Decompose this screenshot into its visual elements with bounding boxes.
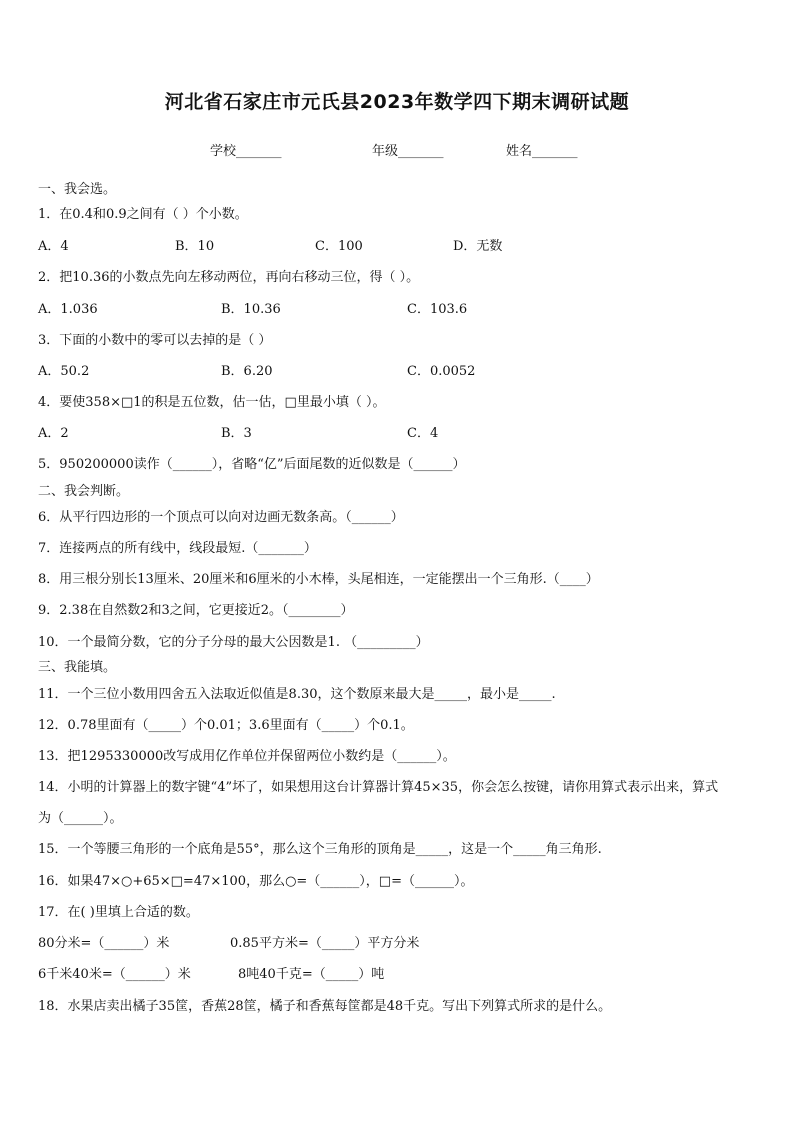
option-a: A．2	[38, 426, 69, 441]
question-2: 2．把10.36的小数点先向左移动两位，再向右移动三位，得（ ）。	[38, 270, 420, 285]
question-8: 8．用三根分别长13厘米、20厘米和6厘米的小木棒，头尾相连，一定能摆出一个三角形.（____）	[38, 572, 599, 587]
question-2-options	[38, 299, 768, 321]
question-9: 9．2.38在自然数2和3之间，它更接近2。（________）	[38, 603, 354, 618]
question-4-options	[38, 423, 768, 445]
school-field: 学校_______	[210, 144, 282, 159]
question-3-options	[38, 361, 768, 383]
option-c: C．4	[407, 426, 439, 441]
question-3: 3．下面的小数中的零可以去掉的是（ ）	[38, 333, 272, 348]
question-17-row-2	[38, 964, 768, 986]
option-c: C．103.6	[407, 302, 468, 317]
option-b: B．10.36	[221, 302, 281, 317]
conversion-item: 0.85平方米=（_____）平方分米	[230, 936, 420, 951]
option-c: C．0.0052	[407, 364, 476, 379]
question-13: 13．把1295330000改写成用亿作单位并保留两位小数约是（______）。	[38, 749, 456, 764]
option-a: A．1.036	[38, 302, 98, 317]
option-a: A．50.2	[38, 364, 90, 379]
question-18: 18．水果店卖出橘子35筐，香蕉28筐，橘子和香蕉每筐都是48千克。写出下列算式所求的是什么。	[38, 999, 612, 1014]
conversion-item: 8吨40千克=（_____）吨	[238, 967, 385, 982]
question-7: 7．连接两点的所有线中，线段最短.（_______）	[38, 541, 317, 556]
question-14-line-1: 14．小明的计算器上的数字键“4”坏了，如果想用这台计算器计算45×35，你会怎么按键，请你用算式表示出来，算式	[38, 780, 719, 795]
grade-field: 年级_______	[372, 144, 444, 159]
question-10: 10．一个最简分数，它的分子分母的最大公因数是1. （_________）	[38, 635, 429, 650]
option-d: D．无数	[453, 239, 503, 254]
question-14-line-2: 为（______）。	[38, 811, 123, 826]
section-heading-fill: 三、我能填。	[38, 660, 117, 675]
question-1: 1．在0.4和0.9之间有（ ）个小数。	[38, 207, 248, 222]
section-heading-judge: 二、我会判断。	[38, 484, 130, 499]
option-a: A．4	[38, 239, 69, 254]
question-17: 17．在( )里填上合适的数。	[38, 905, 199, 920]
conversion-item: 80分米=（______）米	[38, 936, 170, 951]
section-heading-choice: 一、我会选。	[38, 182, 117, 197]
option-b: B．10	[175, 239, 215, 254]
question-11: 11．一个三位小数用四舍五入法取近似值是8.30，这个数原来最大是_____，最小是_____.	[38, 687, 556, 702]
question-1-options	[38, 236, 768, 258]
option-c: C．100	[315, 239, 363, 254]
student-info-row	[0, 140, 794, 160]
question-5: 5．950200000读作（______），省略“亿”后面尾数的近似数是（______）	[38, 457, 466, 472]
question-6: 6．从平行四边形的一个顶点可以向对边画无数条高。（______）	[38, 510, 404, 525]
option-b: B．6.20	[221, 364, 273, 379]
question-12: 12．0.78里面有（_____）个0.01；3.6里面有（_____）个0.1。	[38, 718, 414, 733]
exam-title: 河北省石家庄市元氏县2023年数学四下期末调研试题	[164, 91, 630, 113]
name-field: 姓名_______	[506, 144, 578, 159]
question-17-row-1	[38, 933, 768, 955]
question-4: 4．要使358×□1的积是五位数，估一估，□里最小填（ ）。	[38, 395, 386, 410]
conversion-item: 6千米40米=（______）米	[38, 967, 191, 982]
question-15: 15．一个等腰三角形的一个底角是55°，那么这个三角形的顶角是_____，这是一个_____角三角形.	[38, 842, 602, 857]
option-b: B．3	[221, 426, 252, 441]
question-16: 16．如果47×○+65×□=47×100，那么○=（______），□=（______）。	[38, 874, 474, 889]
